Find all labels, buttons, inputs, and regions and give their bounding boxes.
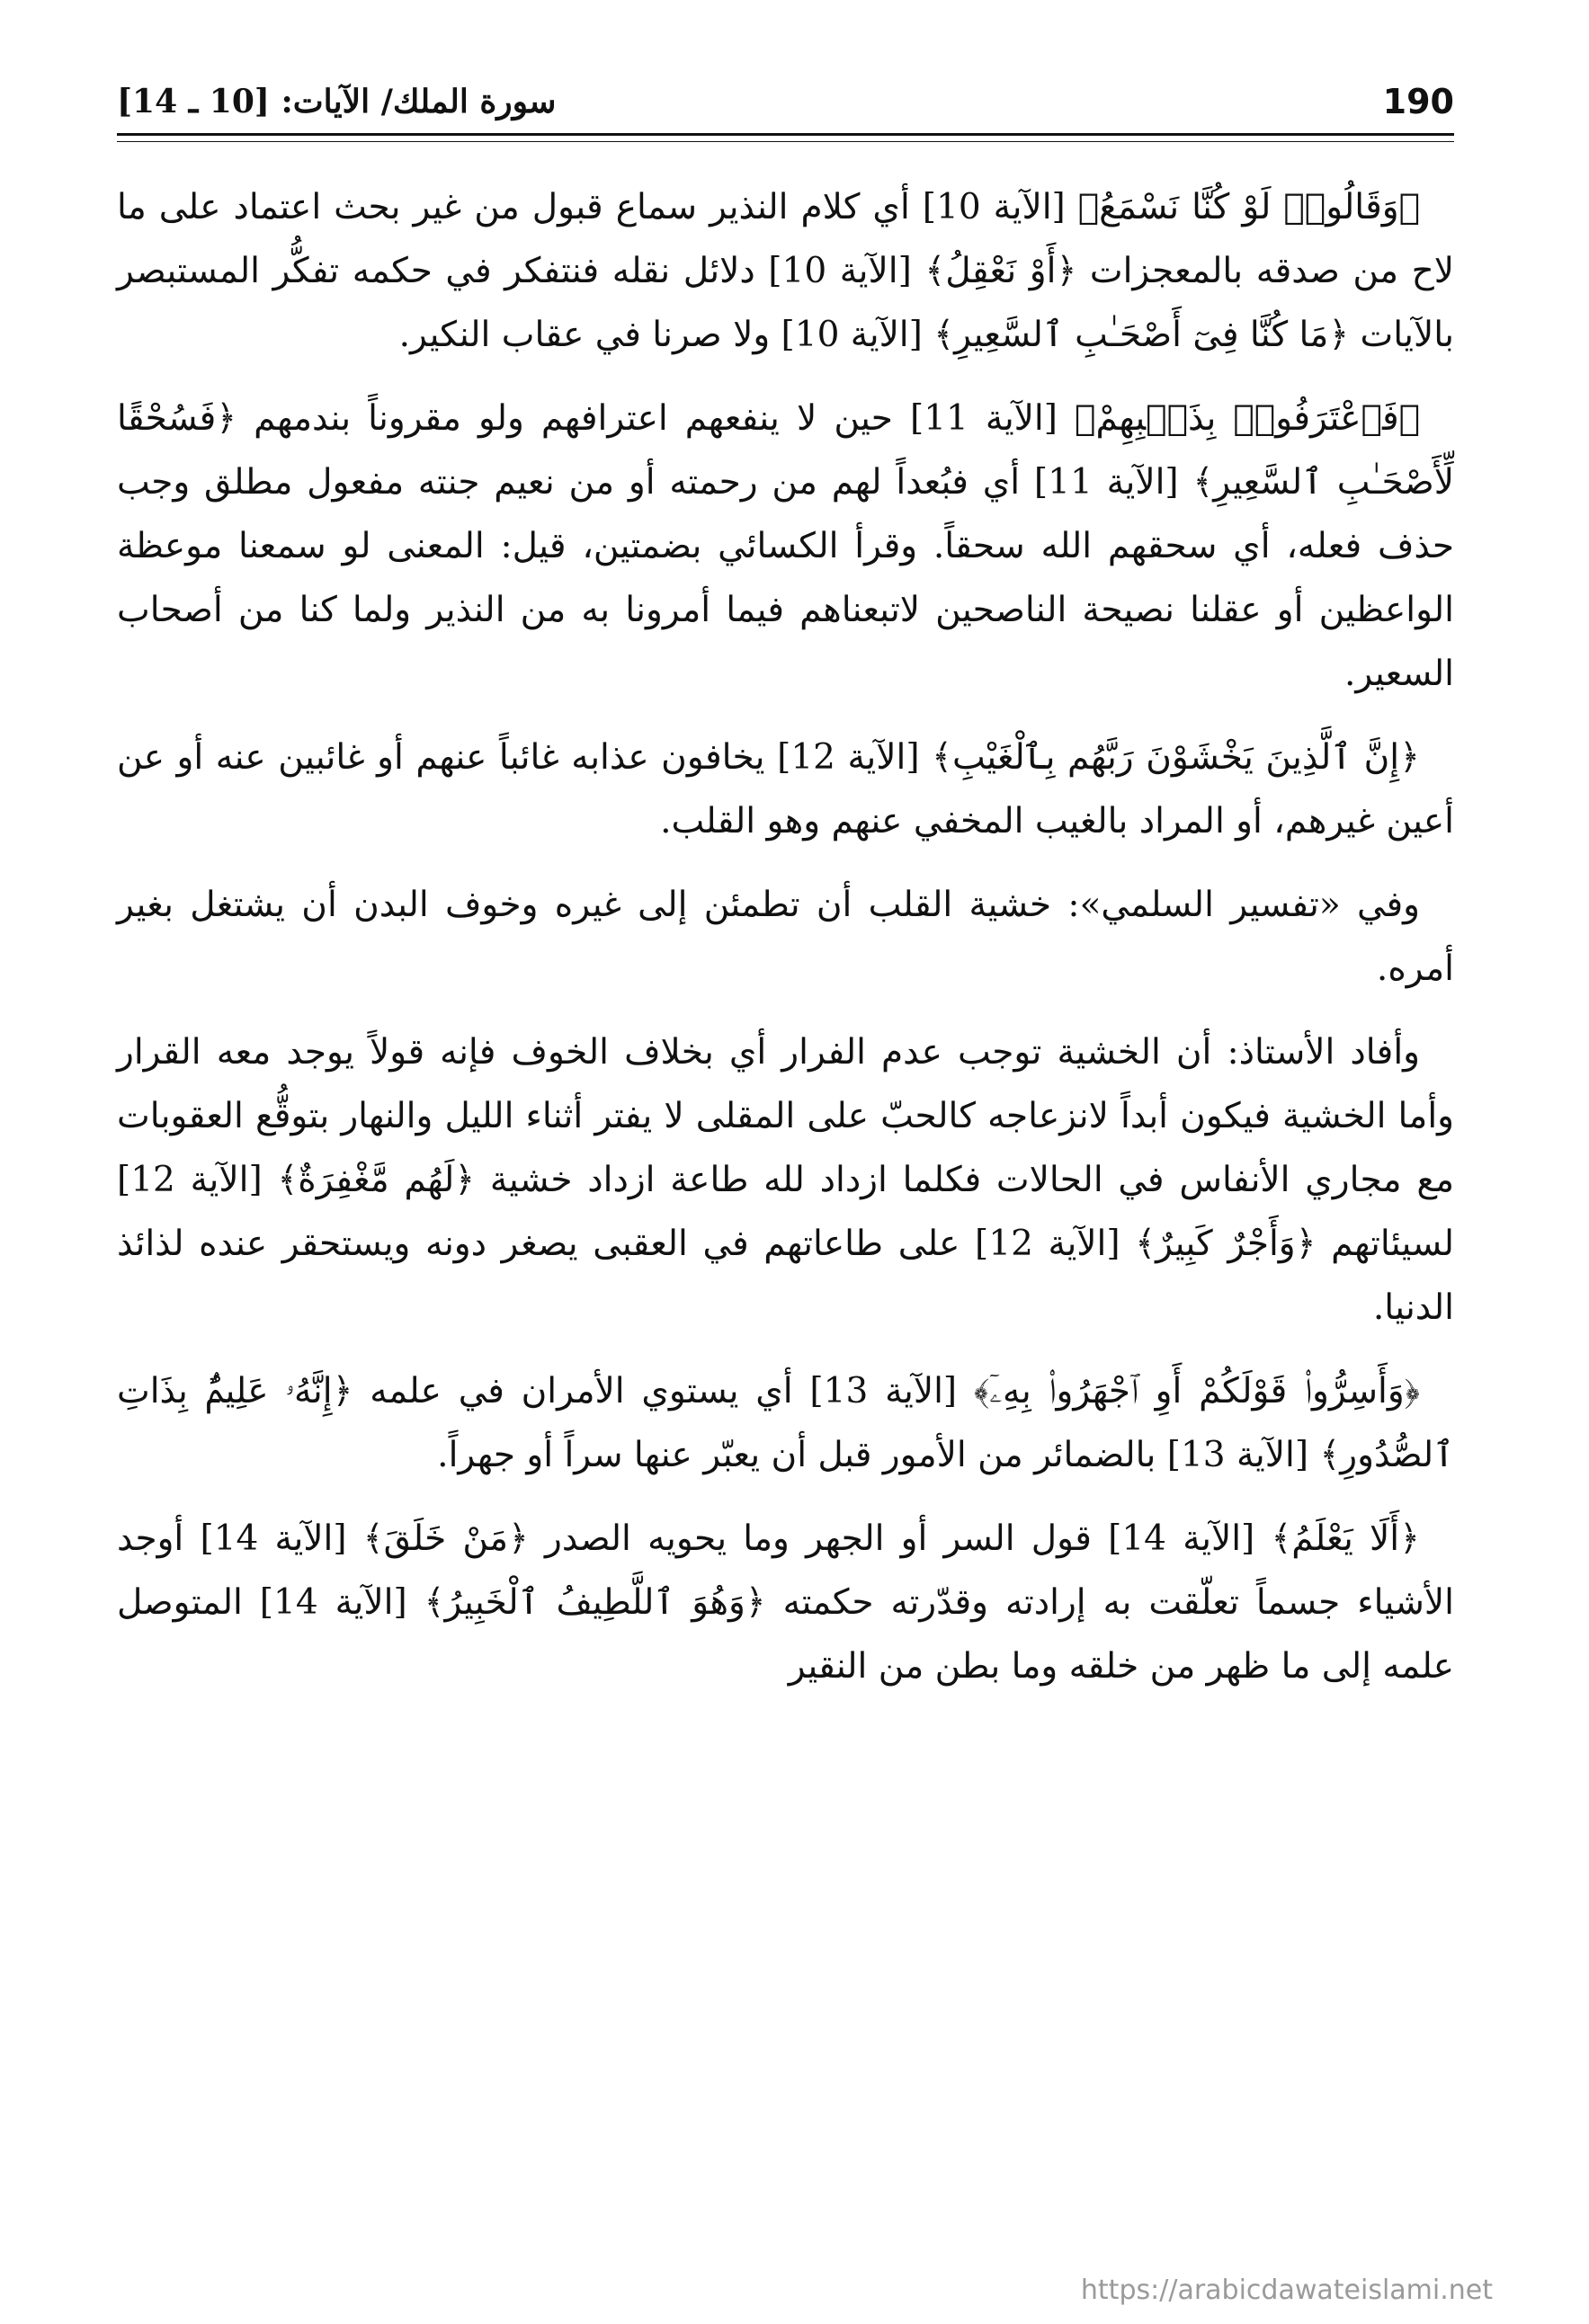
paragraph-verse-12: ﴿إِنَّ ٱلَّذِينَ يَخْشَوْنَ رَبَّهُم بِٱلْغَيْبِ﴾ [الآية 12] يخافون عذابه غائباً عنهم أو غائبين عنه أو عن أعين غيرهم، أو المراد بالغيب المخفي عنهم وهو القلب. [117,737,1454,841]
paragraph-verse-14: ﴿أَلَا يَعْلَمُ﴾ [الآية 14] قول السر أو الجهر وما يحويه الصدر ﴿مَنْ خَلَقَ﴾ [الآية 14] أوجد الأشياء جسماً تعلّقت به إرادته وقدّرته حكمته ﴿وَهُوَ ٱللَّطِيفُ ٱلْخَبِيرُ﴾ [الآية 14] المتوصل علمه إلى ما ظهر من خلقه وما بطن من النقير [117,1518,1454,1687]
header-rule-thin [117,141,1454,142]
watermark-url: https://arabicdawateislami.net [1080,2275,1493,2306]
page-header [117,70,1454,133]
paragraph-ustadh: وأفاد الأستاذ: أن الخشية توجب عدم الفرار أي بخلاف الخوف فإنه قولاً يوجد معه القرار وأما الخشية فيكون أبداً لانزعاجه كالحبّ على المقلى لا يفتر أثناء الليل والنهار بتوقُّع العقوبات مع مجاري الأنفاس في الحالات فكلما ازداد لله طاعة ازداد خشية ﴿لَهُم مَّغْفِرَةٌ﴾ [الآية 12] لسيئاتهم ﴿وَأَجْرٌ كَبِيرٌ﴾ [الآية 12] على طاعاتهم في العقبى يصغر دونه ويستحقر عنده لذائذ الدنيا. [117,1032,1455,1328]
running-head: سورة الملك/ الآيات: [10 ـ 14] [117,83,557,120]
paragraph-tafsir-sulami: وفي «تفسير السلمي»: خشية القلب أن تطمئن إلى غيره وخوف البدن أن يشتغل بغير أمره. [117,885,1454,989]
header-rule-thick [117,133,1454,136]
page-body [117,175,1454,2270]
paragraph-verse-13: ﴿وَأَسِرُّوا۟ قَوْلَكُمْ أَوِ ٱجْهَرُوا۟ بِهِۦٓ﴾ [الآية 13] أي يستوي الأمران في علمه ﴿إِنَّهُۥ عَلِيمٌۢ بِذَاتِ ٱلصُّدُورِ﴾ [الآية 13] بالضمائر من الأمور قبل أن يعبّر عنها سراً أو جهراً. [117,1371,1454,1475]
page-number: 190 [1382,82,1454,121]
paragraph-verse-11: ﴿فَٱعْتَرَفُوا۟ بِذَنۢبِهِمْ﴾ [الآية 11] حين لا ينفعهم اعترافهم ولو مقروناً بندمهم ﴿فَسُحْقًا لِّأَصْحَـٰبِ ٱلسَّعِيرِ﴾ [الآية 11] أي فبُعداً لهم من رحمته أو من نعيم جنته مفعول مطلق وجب حذف فعله، أي سحقهم الله سحقاً. وقرأ الكسائي بضمتين، قيل: المعنى لو سمعنا موعظة الواعظين أو عقلنا نصيحة الناصحين لاتبعناهم فيما أمرونا به من النذير ولما كنا من أصحاب السعير. [117,398,1454,694]
paragraph-verse-10: ﴿وَقَالُوا۟ لَوْ كُنَّا نَسْمَعُ﴾ [الآية 10] أي كلام النذير سماع قبول من غير بحث اعتماد على ما لاح من صدقه بالمعجزات ﴿أَوْ نَعْقِلُ﴾ [الآية 10] دلائل نقله فنتفكر في حكمه تفكُّر المستبصر بالآيات ﴿مَا كُنَّا فِىٓ أَصْحَـٰبِ ٱلسَّعِيرِ﴾ [الآية 10] ولا صرنا في عقاب النكير. [117,187,1455,355]
